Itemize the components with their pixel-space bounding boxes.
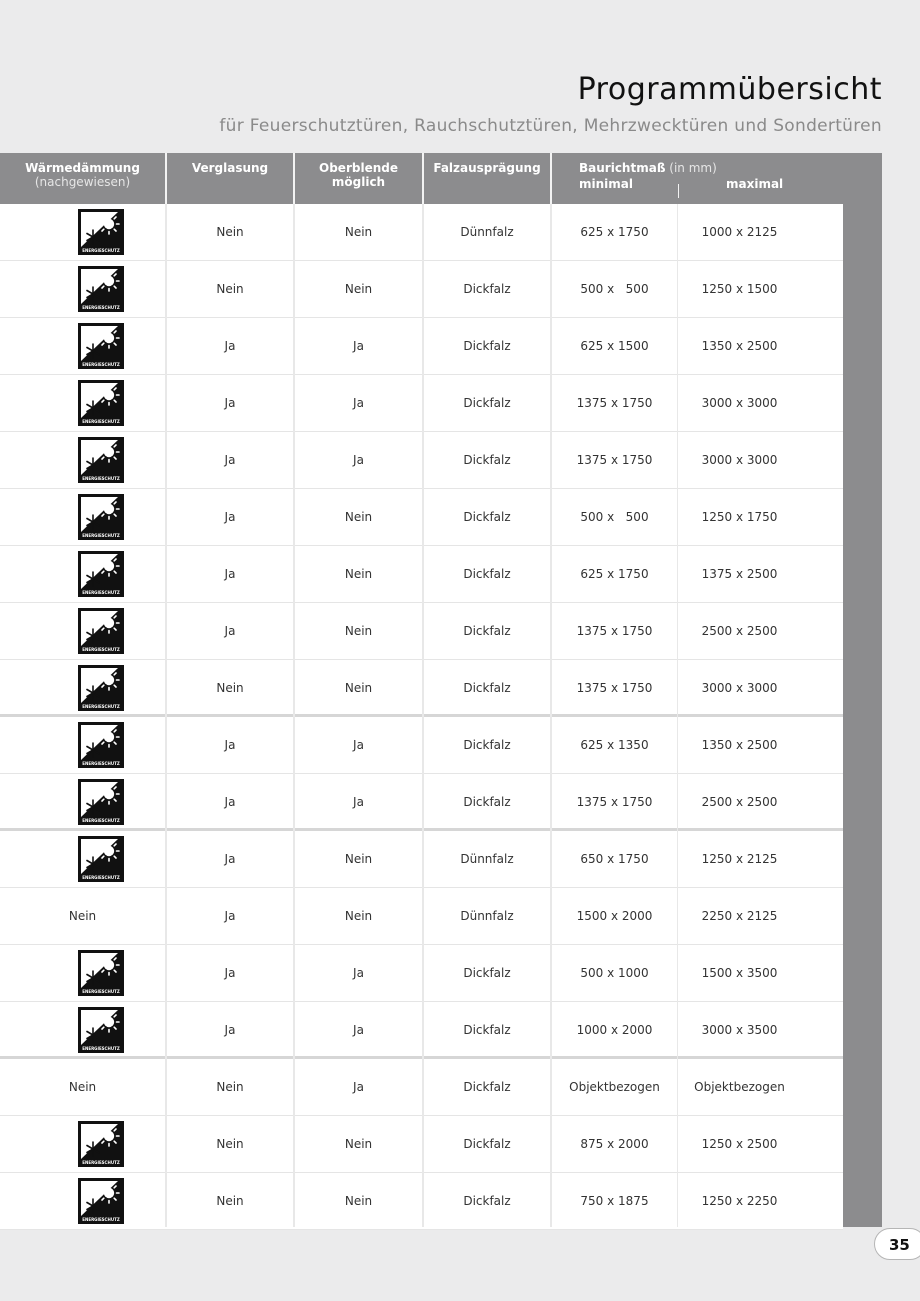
header-verglasung: Verglasung (191, 161, 269, 175)
svg-text:ENERGIESCHUTZ: ENERGIESCHUTZ (82, 419, 120, 425)
cell-falzauspraegung: Dickfalz (463, 1080, 511, 1094)
cell-verglasung: Nein (216, 681, 244, 695)
energieschutz-icon (78, 779, 124, 825)
energieschutz-icon (78, 608, 124, 654)
cell-minimal: 750 x 1875 (580, 1194, 649, 1208)
svg-text:ENERGIESCHUTZ: ENERGIESCHUTZ (82, 647, 120, 653)
column-divider (550, 204, 552, 1227)
cell-oberblende: Ja (353, 795, 364, 809)
cell-oberblende: Ja (353, 966, 364, 980)
cell-verglasung: Ja (224, 567, 236, 581)
cell-minimal: 500 x 1000 (580, 966, 649, 980)
cell-falzauspraegung: Dickfalz (463, 339, 511, 353)
cell-minimal: 500 x 500 (580, 510, 649, 524)
energieschutz-icon (78, 950, 124, 996)
header-min-max-divider (678, 184, 679, 198)
cell-oberblende: Nein (344, 1194, 373, 1208)
svg-text:ENERGIESCHUTZ: ENERGIESCHUTZ (82, 1046, 120, 1052)
energieschutz-icon (78, 1178, 124, 1224)
cell-verglasung: Ja (224, 909, 236, 923)
cell-verglasung: Ja (224, 510, 236, 524)
energieschutz-icon (78, 836, 124, 882)
cell-oberblende: Ja (353, 1080, 364, 1094)
page-subtitle: für Feuerschutztüren, Rauchschutztüren, Mehrzwecktüren und Sondertüren (219, 116, 882, 136)
cell-waermedaemmung: Nein (68, 909, 97, 923)
cell-maximal: 1250 x 2125 (701, 852, 778, 866)
cell-oberblende: Nein (344, 909, 373, 923)
header-falzauspraegung: Falzausprägung (433, 161, 541, 175)
cell-minimal: 650 x 1750 (580, 852, 649, 866)
energieschutz-icon (78, 722, 124, 768)
cell-minimal: 1500 x 2000 (576, 909, 653, 923)
svg-text:ENERGIESCHUTZ: ENERGIESCHUTZ (82, 362, 120, 368)
cell-verglasung: Ja (224, 396, 236, 410)
svg-text:ENERGIESCHUTZ: ENERGIESCHUTZ (82, 704, 120, 710)
cell-falzauspraegung: Dickfalz (463, 966, 511, 980)
cell-maximal: 2500 x 2500 (701, 795, 778, 809)
cell-oberblende: Ja (353, 339, 364, 353)
cell-falzauspraegung: Dickfalz (463, 624, 511, 638)
column-divider (165, 204, 167, 1227)
cell-verglasung: Ja (224, 966, 236, 980)
cell-maximal: 1350 x 2500 (701, 738, 778, 752)
cell-verglasung: Nein (216, 282, 244, 296)
cell-falzauspraegung: Dickfalz (463, 1137, 511, 1151)
svg-text:ENERGIESCHUTZ: ENERGIESCHUTZ (82, 818, 120, 824)
header-waermedaemmung (0, 153, 165, 204)
cell-falzauspraegung: Dickfalz (463, 1194, 511, 1208)
column-divider (422, 204, 424, 1227)
cell-oberblende: Nein (344, 624, 373, 638)
cell-falzauspraegung: Dünnfalz (460, 225, 514, 239)
header-minimal: minimal (579, 177, 633, 191)
cell-minimal: 1375 x 1750 (576, 624, 653, 638)
cell-maximal: 2500 x 2500 (701, 624, 778, 638)
energieschutz-icon (78, 1121, 124, 1167)
cell-minimal: 625 x 1750 (580, 225, 649, 239)
cell-minimal: 1000 x 2000 (576, 1023, 653, 1037)
cell-minimal: 875 x 2000 (580, 1137, 649, 1151)
cell-maximal: 1500 x 3500 (701, 966, 778, 980)
cell-verglasung: Nein (216, 1194, 244, 1208)
cell-falzauspraegung: Dünnfalz (460, 909, 514, 923)
svg-text:ENERGIESCHUTZ: ENERGIESCHUTZ (82, 1217, 120, 1223)
cell-maximal: 3000 x 3000 (701, 453, 778, 467)
cell-verglasung: Nein (216, 225, 244, 239)
cell-falzauspraegung: Dickfalz (463, 681, 511, 695)
cell-verglasung: Ja (224, 738, 236, 752)
cell-maximal: 3000 x 3500 (701, 1023, 778, 1037)
header-oberblende: Oberblende möglich (319, 161, 398, 189)
cell-minimal: 1375 x 1750 (576, 681, 653, 695)
svg-text:ENERGIESCHUTZ: ENERGIESCHUTZ (82, 305, 120, 311)
cell-maximal: 3000 x 3000 (701, 681, 778, 695)
cell-oberblende: Nein (344, 567, 373, 581)
cell-falzauspraegung: Dickfalz (463, 396, 511, 410)
header-waerme-label: Wärmedämmung (25, 161, 140, 175)
header-waerme-sub: (nachgewiesen) (34, 175, 131, 189)
cell-maximal: 1375 x 2500 (701, 567, 778, 581)
energieschutz-icon (78, 494, 124, 540)
cell-maximal: 1250 x 2250 (701, 1194, 778, 1208)
cell-maximal: 1350 x 2500 (701, 339, 778, 353)
svg-text:ENERGIESCHUTZ: ENERGIESCHUTZ (82, 989, 120, 995)
svg-text:ENERGIESCHUTZ: ENERGIESCHUTZ (82, 590, 120, 596)
energieschutz-icon (78, 551, 124, 597)
cell-falzauspraegung: Dickfalz (463, 795, 511, 809)
svg-text:ENERGIESCHUTZ: ENERGIESCHUTZ (82, 476, 120, 482)
cell-verglasung: Ja (224, 852, 236, 866)
energieschutz-icon (78, 665, 124, 711)
energieschutz-icon (78, 1007, 124, 1053)
cell-oberblende: Nein (344, 1137, 373, 1151)
svg-text:ENERGIESCHUTZ: ENERGIESCHUTZ (82, 248, 120, 254)
cell-minimal: 1375 x 1750 (576, 453, 653, 467)
program-overview-table (0, 153, 882, 1227)
cell-falzauspraegung: Dickfalz (463, 282, 511, 296)
cell-maximal: Objektbezogen (694, 1080, 785, 1094)
cell-minimal: 625 x 1500 (580, 339, 649, 353)
svg-text:ENERGIESCHUTZ: ENERGIESCHUTZ (82, 533, 120, 539)
cell-maximal: 2250 x 2125 (701, 909, 778, 923)
energieschutz-icon (78, 437, 124, 483)
page-number: 35 (874, 1228, 920, 1260)
energieschutz-icon (78, 209, 124, 255)
cell-maximal: 1250 x 2500 (701, 1137, 778, 1151)
cell-maximal: 1250 x 1750 (701, 510, 778, 524)
cell-oberblende: Ja (353, 738, 364, 752)
header-baurichtmass-label: Baurichtmaß (579, 161, 666, 175)
cell-falzauspraegung: Dickfalz (463, 510, 511, 524)
cell-verglasung: Ja (224, 795, 236, 809)
cell-oberblende: Ja (353, 453, 364, 467)
svg-text:ENERGIESCHUTZ: ENERGIESCHUTZ (82, 761, 120, 767)
cell-minimal: 500 x 500 (580, 282, 649, 296)
svg-text:ENERGIESCHUTZ: ENERGIESCHUTZ (82, 1160, 120, 1166)
cell-verglasung: Ja (224, 1023, 236, 1037)
energieschutz-icon (78, 323, 124, 369)
cell-verglasung: Ja (224, 339, 236, 353)
page-title: Programmübersicht (577, 72, 882, 107)
cell-oberblende: Nein (344, 510, 373, 524)
cell-waermedaemmung: Nein (68, 1080, 97, 1094)
cell-minimal: 625 x 1750 (580, 567, 649, 581)
cell-verglasung: Nein (216, 1137, 244, 1151)
cell-falzauspraegung: Dickfalz (463, 1023, 511, 1037)
cell-verglasung: Ja (224, 624, 236, 638)
svg-text:ENERGIESCHUTZ: ENERGIESCHUTZ (82, 875, 120, 881)
cell-falzauspraegung: Dünnfalz (460, 852, 514, 866)
cell-maximal: 3000 x 3000 (701, 396, 778, 410)
column-divider (293, 204, 295, 1227)
header-baurichtmass-unit: (in mm) (665, 161, 717, 175)
energieschutz-icon (78, 266, 124, 312)
cell-oberblende: Nein (344, 852, 373, 866)
cell-oberblende: Nein (344, 225, 373, 239)
header-baurichtmass (552, 153, 852, 204)
cell-maximal: 1250 x 1500 (701, 282, 778, 296)
cell-verglasung: Ja (224, 453, 236, 467)
cell-minimal: 625 x 1350 (580, 738, 649, 752)
cell-verglasung: Nein (216, 1080, 244, 1094)
cell-oberblende: Nein (344, 282, 373, 296)
table-header (0, 153, 882, 204)
cell-minimal: 1375 x 1750 (576, 795, 653, 809)
cell-minimal: 1375 x 1750 (576, 396, 653, 410)
cell-minimal: Objektbezogen (569, 1080, 660, 1094)
energieschutz-icon (78, 380, 124, 426)
column-divider (677, 204, 678, 1227)
cell-falzauspraegung: Dickfalz (463, 453, 511, 467)
header-maximal: maximal (726, 177, 784, 191)
cell-falzauspraegung: Dickfalz (463, 567, 511, 581)
cell-oberblende: Nein (344, 681, 373, 695)
cell-oberblende: Ja (353, 396, 364, 410)
cell-oberblende: Ja (353, 1023, 364, 1037)
cell-maximal: 1000 x 2125 (701, 225, 778, 239)
cell-falzauspraegung: Dickfalz (463, 738, 511, 752)
